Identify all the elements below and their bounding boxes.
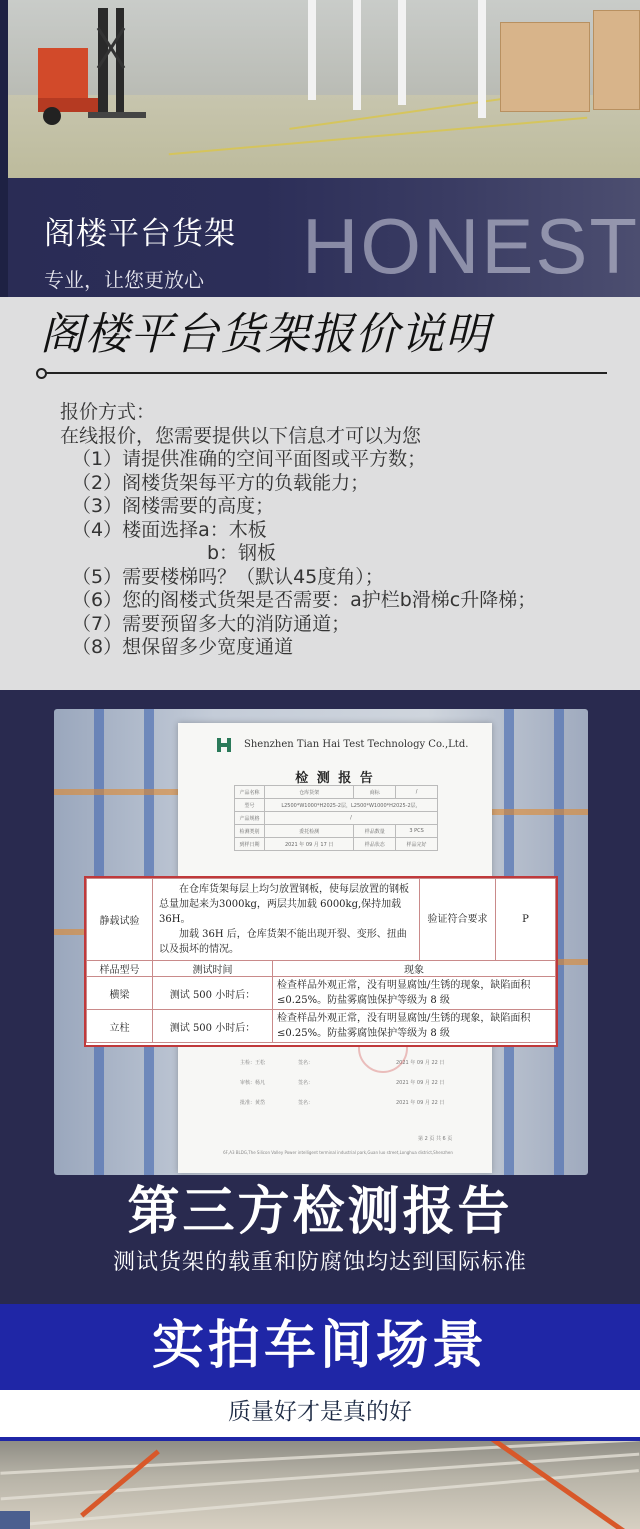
- column-header: 现象: [273, 961, 556, 977]
- report-info-table: [234, 785, 438, 851]
- quote-line: b：钢板: [207, 542, 277, 564]
- table-cell: 样品状态: [354, 838, 396, 851]
- signer-label: 签名：: [298, 1060, 314, 1066]
- hero-banner: [0, 0, 640, 297]
- table-row: [235, 812, 438, 825]
- quote-line: （4）楼面选择a：木板: [72, 518, 267, 541]
- sign-date: 2021 年 09 月 22 日: [396, 1080, 445, 1086]
- table-cell: 仓库货架: [264, 786, 353, 799]
- signer-role: 审核：杨凡: [240, 1080, 266, 1086]
- sample-name: 横梁: [87, 977, 153, 1010]
- static-load-description: [153, 879, 420, 961]
- hero-subtitle: 专业，让您更放心: [44, 268, 204, 292]
- report-signature-row: [240, 1059, 454, 1066]
- static-load-desc-1: 在仓库货架每层上均匀放置钢板，使每层放置的钢板总量加起来为3000kg，两层共加载 6000kg,保持加载36H。: [159, 884, 409, 925]
- workshop-subtitle: 质量好才是真的好: [228, 1399, 412, 1425]
- quote-line: 报价方式：: [60, 401, 156, 423]
- table-cell: /: [396, 786, 438, 799]
- report-photo: [54, 709, 588, 1175]
- table-cell: 2021 年 09 月 17 日: [264, 838, 353, 851]
- quote-line: 在线报价，您需要提供以下信息才可以为您: [60, 424, 422, 447]
- static-load-requirement: 验证符合要求: [420, 879, 496, 961]
- warehouse-photo: [8, 0, 640, 178]
- signer-role: 批准：黄岱: [240, 1100, 266, 1106]
- table-cell: 样品完好: [396, 838, 438, 851]
- table-cell: 委托检测: [264, 825, 353, 838]
- table-row: [87, 1010, 556, 1043]
- workshop-photo: [0, 1441, 640, 1529]
- report-section-subtitle: 测试货架的载重和防腐蚀均达到国际标准: [112, 1250, 527, 1275]
- hero-title: 阁楼平台货架: [44, 216, 236, 252]
- report-signature-row: [240, 1079, 454, 1086]
- quote-line: （7）需要预留多大的消防通道；: [72, 612, 351, 635]
- quote-line: （8）想保留多少宽度通道: [72, 636, 294, 658]
- quote-line: （2）阁楼货架每平方的负载能力；: [72, 471, 370, 494]
- signer-role: 主检：王松: [240, 1060, 266, 1066]
- quote-line: （6）您的阁楼式货架是否需要：a护栏b滑梯c升降梯；: [72, 589, 537, 611]
- table-row: [87, 977, 556, 1010]
- quote-requirements: [60, 401, 620, 660]
- quote-line: （3）阁楼需要的高度；: [72, 495, 275, 517]
- static-load-result: P: [496, 879, 556, 961]
- table-row: [87, 879, 556, 961]
- sign-date: 2021 年 09 月 22 日: [396, 1100, 445, 1106]
- report-page-number: 第 2 页 共 6 页: [418, 1136, 453, 1142]
- table-row: [235, 825, 438, 838]
- report-doc-title: 检 测 报 告: [295, 771, 375, 786]
- test-phenomenon: 检查样品外观正常，没有明显腐蚀/生锈的现象，缺陷面积≤0.25%。防盐雾腐蚀保护等级为 8 级: [273, 977, 556, 1010]
- quote-line: （1）请提供准确的空间平面图或平方数；: [72, 448, 427, 470]
- column-header: 样品型号: [87, 961, 153, 977]
- sample-name: 立柱: [87, 1010, 153, 1043]
- signer-label: 签名：: [298, 1100, 314, 1106]
- forklift-icon: [28, 8, 146, 128]
- table-cell: 商标: [354, 786, 396, 799]
- table-row: [235, 786, 438, 799]
- table-cell: 产品名称: [235, 786, 265, 799]
- table-cell: 到样日期: [235, 838, 265, 851]
- table-cell: 3 PCS: [396, 825, 438, 838]
- table-row: [235, 838, 438, 851]
- report-section-title: 第三方检测报告: [127, 1182, 513, 1242]
- report-signature-row: [240, 1099, 454, 1106]
- title-underline: [42, 372, 607, 374]
- test-time: 测试 500 小时后：: [153, 1010, 273, 1043]
- results-table: [86, 878, 556, 1043]
- table-cell: 产品规格: [235, 812, 265, 825]
- underline-dot-icon: [36, 368, 47, 379]
- sign-date: 2021 年 09 月 22 日: [396, 1060, 445, 1066]
- table-cell: /: [264, 812, 437, 825]
- test-phenomenon: 检查样品外观正常，没有明显腐蚀/生锈的现象，缺陷面积≤0.25%。防盐雾腐蚀保护等级为 8 级: [273, 1010, 556, 1043]
- highlighted-results-table: [84, 876, 558, 1047]
- quote-line: （5）需要楼梯吗？（默认45度角）；: [72, 565, 384, 588]
- hero-big-word: HONEST: [302, 202, 640, 290]
- test-time: 测试 500 小时后：: [153, 977, 273, 1010]
- static-load-desc-2: 加载 36H 后，仓库货架不能出现开裂、变形、扭曲以及损坏的情况。: [159, 929, 407, 955]
- table-cell: 型号: [235, 799, 265, 812]
- table-cell: 样品数量: [354, 825, 396, 838]
- column-header: 测试时间: [153, 961, 273, 977]
- company-logo-icon: [216, 737, 232, 753]
- signer-label: 签名：: [298, 1080, 314, 1086]
- table-header-row: [87, 961, 556, 977]
- test-report-section: [0, 690, 640, 1304]
- quote-title: 阁楼平台货架报价说明: [40, 309, 490, 360]
- table-cell: 检测类别: [235, 825, 265, 838]
- workshop-section: [0, 1304, 640, 1441]
- report-company: Shenzhen Tian Hai Test Technology Co.,Ltd.: [244, 739, 469, 750]
- table-row: [235, 799, 438, 812]
- report-footer: 6F,A3 BLDG,The Silicon Valley Power intelligent terminal industrial park,Guan luo street,Longhua district,Shenzhen: [223, 1150, 453, 1155]
- report-header: [186, 731, 484, 761]
- static-load-label: 静载试验: [87, 879, 153, 961]
- table-cell: L2500*W1000*H2025-2层，L2500*W1000*H2025-2层，: [264, 799, 437, 812]
- quote-explanation-section: [0, 297, 640, 690]
- workshop-title: 实拍车间场景: [151, 1316, 488, 1376]
